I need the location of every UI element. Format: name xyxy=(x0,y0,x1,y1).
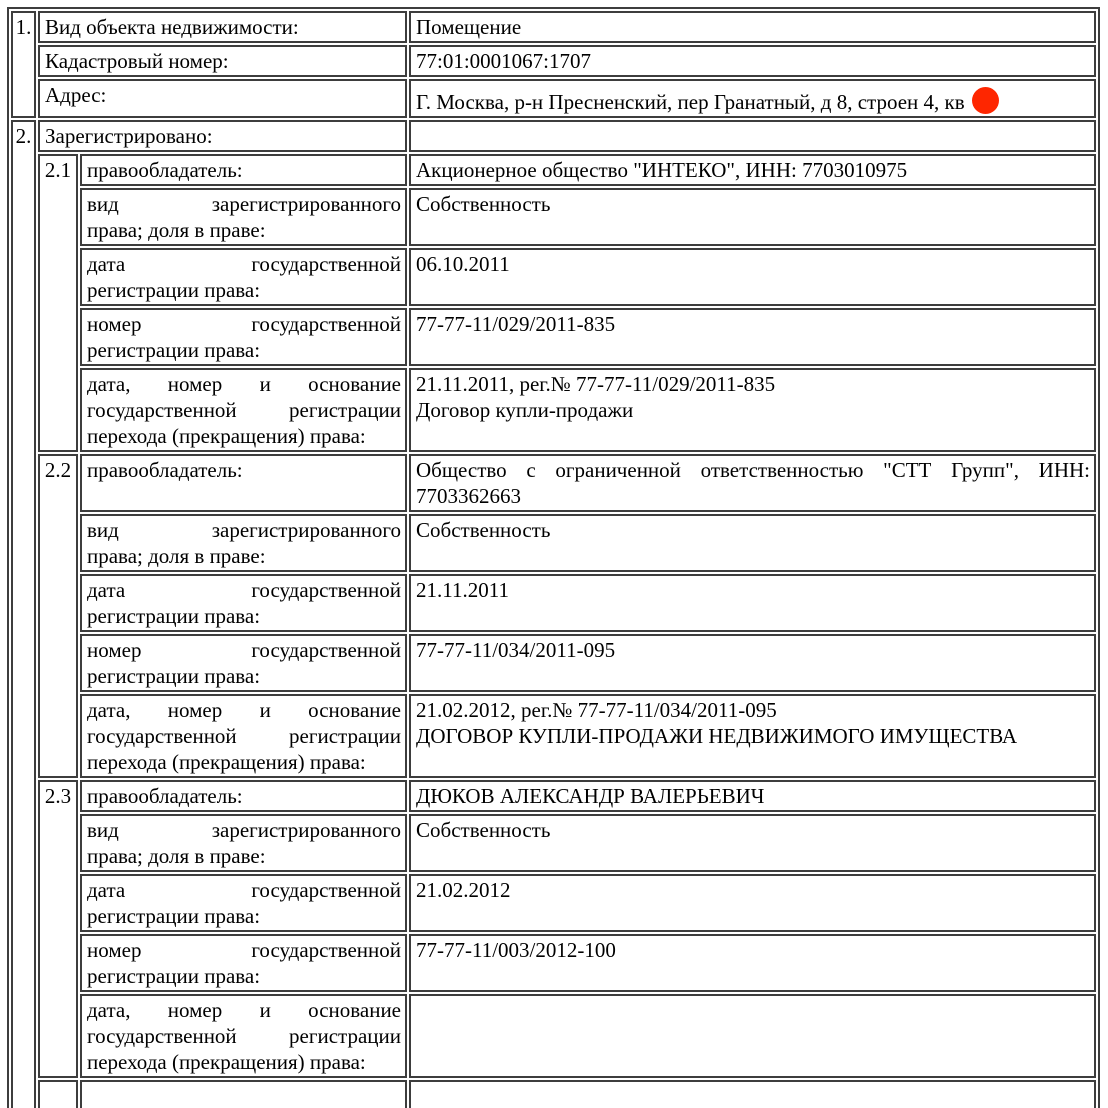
label-cell-right-type: вид зарегистрированного права; доля в праве: xyxy=(80,514,407,572)
table-row xyxy=(11,934,1096,992)
table-row xyxy=(11,454,1096,512)
table-row-partial xyxy=(11,1080,1096,1108)
redaction-dot xyxy=(972,87,999,114)
value-cell-reg-number: 77-77-11/029/2011-835 xyxy=(409,308,1096,366)
label-cell-object-type: Вид объекта недвижимости: xyxy=(38,11,407,43)
label-cell-reg-date: дата государственной регистрации права: xyxy=(80,574,407,632)
table-row xyxy=(11,154,1096,186)
value-cell-reg-number: 77-77-11/003/2012-100 xyxy=(409,934,1096,992)
label-cell-reg-date: дата государственной регистрации права: xyxy=(80,248,407,306)
value-cell-rightholder: Общество с ограниченной ответственностью "СТТ Групп", ИНН: 7703362663 xyxy=(409,454,1096,512)
entry-number-cell-2-3: 2.3 xyxy=(38,780,78,1078)
table-row xyxy=(11,814,1096,872)
table-row xyxy=(11,188,1096,246)
label-cell-rightholder: правообладатель: xyxy=(80,780,407,812)
value-cell-object-type: Помещение xyxy=(409,11,1096,43)
value-cell-address xyxy=(409,79,1096,118)
table-row xyxy=(11,120,1096,152)
label-cell-transfer-basis: дата, номер и основание государственной регистрации перехода (прекращения) права: xyxy=(80,994,407,1078)
table-row xyxy=(11,874,1096,932)
value-cell-rightholder: ДЮКОВ АЛЕКСАНДР ВАЛЕРЬЕВИЧ xyxy=(409,780,1096,812)
value-cell-reg-date: 21.11.2011 xyxy=(409,574,1096,632)
property-registry-table xyxy=(7,7,1100,1108)
section1-number-cell: 1. xyxy=(11,11,36,118)
entry-number-cell-2-2: 2.2 xyxy=(38,454,78,778)
label-cell-next xyxy=(80,1080,407,1108)
label-cell-transfer-basis: дата, номер и основание государственной регистрации перехода (прекращения) права: xyxy=(80,368,407,452)
label-cell-reg-number: номер государственной регистрации права: xyxy=(80,308,407,366)
label-cell-transfer-basis: дата, номер и основание государственной регистрации перехода (прекращения) права: xyxy=(80,694,407,778)
value-cell-transfer-basis xyxy=(409,994,1096,1078)
table-row xyxy=(11,308,1096,366)
label-cell-registered: Зарегистрировано: xyxy=(38,120,407,152)
table-row xyxy=(11,79,1096,118)
section2-number-cell: 2. xyxy=(11,120,36,1108)
table-row xyxy=(11,248,1096,306)
value-cell-right-type: Собственность xyxy=(409,814,1096,872)
entry-number-cell-2-1: 2.1 xyxy=(38,154,78,452)
value-cell-transfer-basis: 21.11.2011, рег.№ 77-77-11/029/2011-835 Договор купли-продажи xyxy=(409,368,1096,452)
address-text: Г. Москва, р-н Пресненский, пер Гранатный, д 8, строен 4, кв xyxy=(416,90,965,114)
label-cell-cadastral-number: Кадастровый номер: xyxy=(38,45,407,77)
value-cell-right-type: Собственность xyxy=(409,188,1096,246)
table-row xyxy=(11,45,1096,77)
label-cell-reg-number: номер государственной регистрации права: xyxy=(80,634,407,692)
value-cell-right-type: Собственность xyxy=(409,514,1096,572)
label-cell-reg-number: номер государственной регистрации права: xyxy=(80,934,407,992)
table-row xyxy=(11,994,1096,1078)
value-cell-reg-date: 06.10.2011 xyxy=(409,248,1096,306)
value-cell-registered-empty xyxy=(409,120,1096,152)
entry-number-cell-next xyxy=(38,1080,78,1108)
label-cell-right-type: вид зарегистрированного права; доля в праве: xyxy=(80,814,407,872)
value-cell-next xyxy=(409,1080,1096,1108)
label-cell-address: Адрес: xyxy=(38,79,407,118)
label-cell-rightholder: правообладатель: xyxy=(80,154,407,186)
value-cell-rightholder: Акционерное общество "ИНТЕКО", ИНН: 7703010975 xyxy=(409,154,1096,186)
table-row xyxy=(11,694,1096,778)
value-cell-reg-date: 21.02.2012 xyxy=(409,874,1096,932)
table-row xyxy=(11,368,1096,452)
table-row xyxy=(11,574,1096,632)
value-cell-cadastral-number: 77:01:0001067:1707 xyxy=(409,45,1096,77)
value-cell-reg-number: 77-77-11/034/2011-095 xyxy=(409,634,1096,692)
table-row xyxy=(11,11,1096,43)
label-cell-reg-date: дата государственной регистрации права: xyxy=(80,874,407,932)
label-cell-rightholder: правообладатель: xyxy=(80,454,407,512)
value-cell-transfer-basis: 21.02.2012, рег.№ 77-77-11/034/2011-095 ДОГОВОР КУПЛИ-ПРОДАЖИ НЕДВИЖИМОГО ИМУЩЕСТВА xyxy=(409,694,1096,778)
table-row xyxy=(11,780,1096,812)
label-cell-right-type: вид зарегистрированного права; доля в праве: xyxy=(80,188,407,246)
table-row xyxy=(11,634,1096,692)
table-row xyxy=(11,514,1096,572)
